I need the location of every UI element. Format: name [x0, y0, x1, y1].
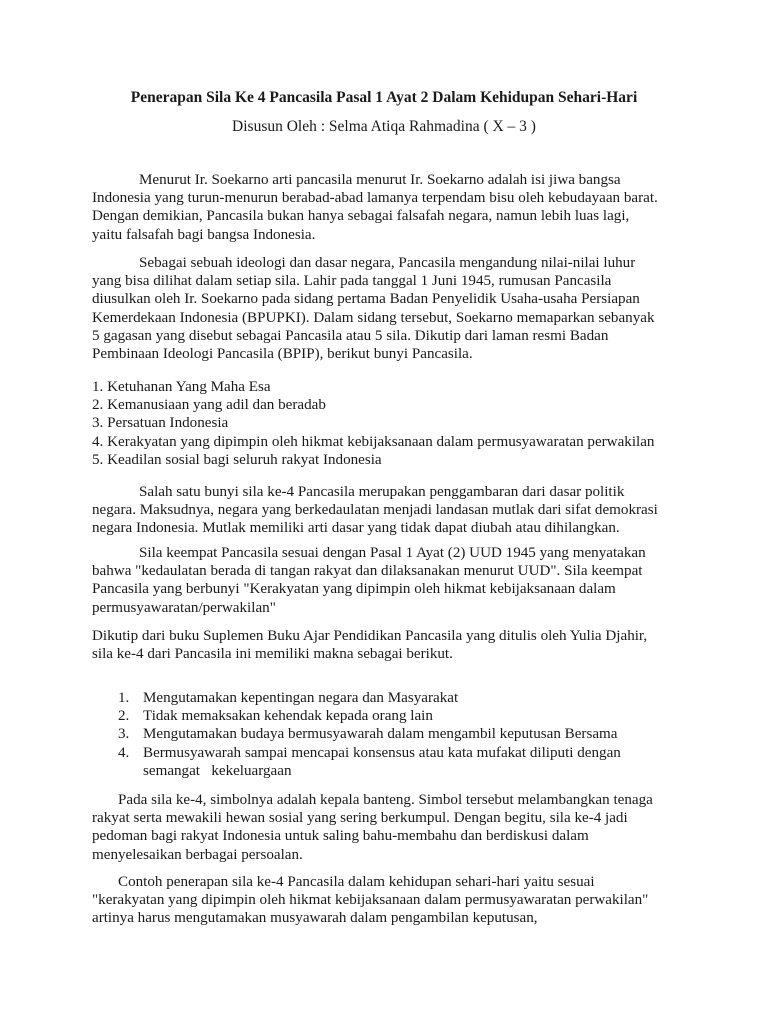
list-number: 1.	[118, 690, 130, 706]
paragraph-line: permusyawaratan/perwakilan"	[92, 599, 276, 616]
paragraph-6	[92, 791, 692, 864]
list-text: Mengutamakan budaya bermusyawarah dalam mengambil keputusan Bersama	[143, 726, 618, 743]
paragraph-line: sila ke-4 dari Pancasila ini memiliki makna sebagai berikut.	[92, 646, 453, 663]
author-line: Disusun Oleh : Selma Atiqa Rahmadina ( X – 3 )	[232, 118, 536, 135]
paragraph-1	[92, 171, 692, 244]
paragraph-line: Dengan demikian, Pancasila bukan hanya sebagai falsafah negara, namun lebih luas lagi,	[92, 208, 630, 225]
paragraph-7	[92, 873, 692, 928]
list-item: 4. Kerakyatan yang dipimpin oleh hikmat kebijaksanaan dalam permusyawaratan perwakilan	[92, 433, 655, 450]
paragraph-line: pedoman bagi rakyat Indonesia untuk saling bahu-membahu dan berdiskusi dalam	[92, 828, 589, 845]
paragraph-line: Sila keempat Pancasila sesuai dengan Pasal 1 Ayat (2) UUD 1945 yang menyatakan	[139, 545, 646, 561]
paragraph-line: Salah satu bunyi sila ke-4 Pancasila merupakan penggambaran dari dasar politik	[139, 484, 625, 500]
paragraph-line: Pada sila ke-4, simbolnya adalah kepala banteng. Simbol tersebut melambangkan tenaga	[118, 792, 653, 808]
paragraph-line: Menurut Ir. Soekarno arti pancasila menurut Ir. Soekarno adalah isi jiwa bangsa	[139, 172, 621, 188]
paragraph-line: Contoh penerapan sila ke-4 Pancasila dalam kehidupan sehari-hari yaitu sesuai	[118, 874, 595, 890]
paragraph-line: menyelesaikan berbagai persoalan.	[92, 846, 303, 863]
paragraph-line: Pembinaan Ideologi Pancasila (BPIP), berikut bunyi Pancasila.	[92, 346, 473, 363]
paragraph-line: Pancasila yang berbunyi "Kerakyatan yang dipimpin oleh hikmat kebijaksanaan dalam	[92, 581, 616, 598]
sila-list	[92, 378, 692, 469]
paragraph-line: yaitu falsafah bagi bangsa Indonesia.	[92, 226, 316, 243]
list-item-continuation: semangat kekeluargaan	[143, 762, 292, 779]
paragraph-line: bahwa "kedaulatan berada di tangan rakyat dan dilaksanakan menurut UUD". Sila keempat	[92, 563, 643, 580]
list-number: 3.	[118, 726, 130, 743]
paragraph-line: negara Indonesia. Mutlak memiliki arti dasar yang tidak dapat diubah atau dihilangkan.	[92, 520, 620, 537]
paragraph-line: 5 gagasan yang disebut sebagai Pancasila atau 5 sila. Dikutip dari laman resmi Badan	[92, 327, 609, 344]
paragraph-4	[92, 544, 692, 617]
paragraph-5	[92, 627, 692, 663]
paragraph-line: yang bisa dilihat dalam setiap sila. Lahir pada tanggal 1 Juni 1945, rumusan Pancasila	[92, 273, 612, 290]
paragraph-line: rakyat serta mewakili hewan sosial yang sering berkumpul. Dengan begitu, sila ke-4 jadi	[92, 810, 628, 827]
paragraph-line: "kerakyatan yang dipimpin oleh hikmat kebijaksanaan dalam permusyawaratan perwakilan"	[92, 892, 649, 909]
list-item: 3. Persatuan Indonesia	[92, 415, 229, 432]
list-item	[92, 744, 692, 762]
paragraph-3	[92, 483, 692, 538]
list-item: 2. Kemanusiaan yang adil dan beradab	[92, 397, 326, 414]
paragraph-line: diusulkan oleh Ir. Soekarno pada sidang pertama Badan Penyelidik Usaha-usaha Persiapan	[92, 291, 640, 308]
paragraph-line: Sebagai sebuah ideologi dan dasar negara, Pancasila mengandung nilai-nilai luhur	[139, 255, 636, 271]
paragraph-line: Kemerdekaan Indonesia (BPUPKI). Dalam sidang tersebut, Soekarno memaparkan sebanyak	[92, 309, 655, 326]
paragraph-line: negara. Maksudnya, negara yang berkedaulatan menjadi landasan mutlak dari sifat demokrasi	[92, 502, 658, 519]
list-item: 1. Ketuhanan Yang Maha Esa	[92, 379, 271, 395]
list-item: 5. Keadilan sosial bagi seluruh rakyat Indonesia	[92, 451, 382, 468]
list-text: Mengutamakan kepentingan negara dan Masyarakat	[143, 690, 459, 706]
document-title: Penerapan Sila Ke 4 Pancasila Pasal 1 Ayat 2 Dalam Kehidupan Sehari-Hari	[130, 89, 638, 106]
paragraph-2	[92, 254, 692, 363]
list-text: Tidak memaksakan kehendak kepada orang lain	[143, 708, 433, 725]
paragraph-line: Indonesia yang turun-menurun berabad-abad lamanya terpendam bisu oleh kebudayaan barat.	[92, 190, 658, 207]
paragraph-line: Dikutip dari buku Suplemen Buku Ajar Pendidikan Pancasila yang ditulis oleh Yulia Djahir,	[92, 628, 648, 644]
list-item	[92, 689, 692, 707]
paragraph-line: artinya harus mengutamakan musyawarah dalam pengambilan keputusan,	[92, 910, 538, 927]
list-item	[92, 725, 692, 743]
makna-list	[92, 689, 692, 780]
list-item	[92, 707, 692, 725]
list-number: 4.	[118, 744, 130, 761]
list-text: Bermusyawarah sampai mencapai konsensus atau kata mufakat diliputi dengan	[143, 744, 621, 761]
list-number: 2.	[118, 708, 130, 725]
